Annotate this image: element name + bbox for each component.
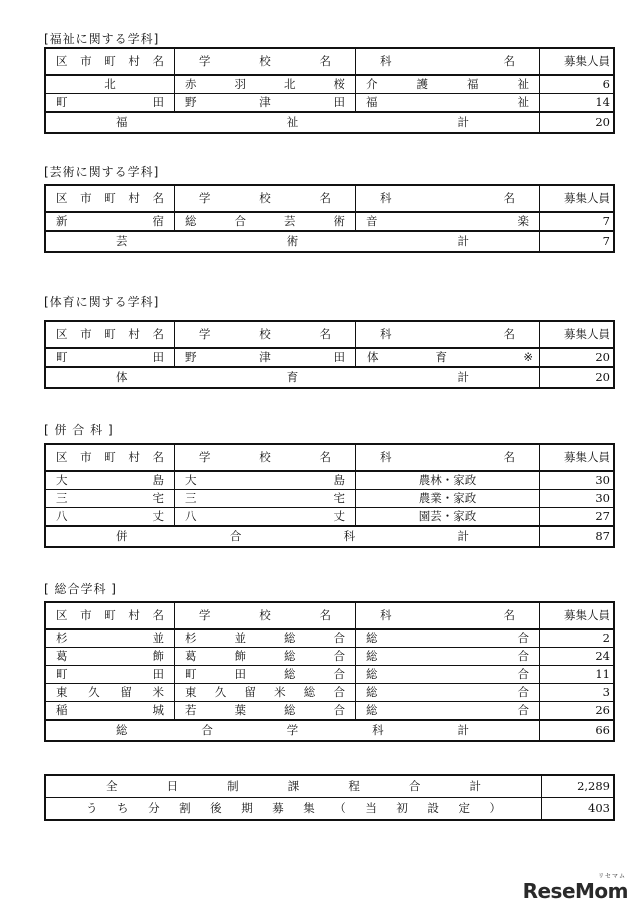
summary-value: 403	[542, 798, 615, 821]
cell-subject: 農林・家政	[356, 471, 540, 490]
header-school: 学校名	[175, 48, 356, 75]
total-label: 体育計	[45, 367, 540, 388]
header-district: 区市町村名	[45, 602, 175, 629]
total-row	[45, 526, 614, 547]
cell-district: 町田	[45, 348, 175, 367]
cell-school: 八丈	[175, 508, 356, 527]
total-value: 87	[540, 526, 615, 547]
arts-table	[44, 184, 615, 253]
cell-quota: 30	[540, 471, 615, 490]
total-label: 併合科計	[45, 526, 540, 547]
summary-row	[45, 798, 614, 821]
cell-school: 大島	[175, 471, 356, 490]
header-quota: 募集人員	[540, 444, 615, 471]
summary-label: 全日制課程合計	[45, 775, 542, 798]
cell-subject: 音楽	[356, 212, 540, 231]
cell-district: 稲城	[45, 702, 175, 721]
table-row	[45, 348, 614, 367]
cell-quota: 6	[540, 75, 615, 94]
header-quota: 募集人員	[540, 48, 615, 75]
cell-school: 三宅	[175, 490, 356, 508]
cell-school: 総合芸術	[175, 212, 356, 231]
header-subject: 科名	[356, 444, 540, 471]
cell-district: 杉並	[45, 629, 175, 648]
header-district: 区市町村名	[45, 185, 175, 212]
cell-quota: 20	[540, 348, 615, 367]
header-subject: 科名	[356, 321, 540, 348]
header-subject: 科名	[356, 185, 540, 212]
welfare-table	[44, 47, 615, 134]
cell-school: 若葉総合	[175, 702, 356, 721]
cell-subject: 総合	[356, 684, 540, 702]
total-row	[45, 231, 614, 252]
cell-school: 東久留米総合	[175, 684, 356, 702]
table-row	[45, 684, 614, 702]
table-row	[45, 490, 614, 508]
table-row	[45, 212, 614, 231]
cell-district: 葛飾	[45, 648, 175, 666]
header-school: 学校名	[175, 444, 356, 471]
cell-quota: 2	[540, 629, 615, 648]
cell-subject	[356, 348, 540, 367]
total-row	[45, 112, 614, 133]
cell-school: 葛飾総合	[175, 648, 356, 666]
table-header-row	[45, 444, 614, 471]
table-header-row	[45, 48, 614, 75]
cell-school: 野津田	[175, 94, 356, 113]
header-school: 学校名	[175, 602, 356, 629]
total-label: 福祉計	[45, 112, 540, 133]
cell-school: 赤羽北桜	[175, 75, 356, 94]
note-mark: ※	[523, 350, 533, 364]
total-value: 20	[540, 367, 615, 388]
section-heading: [ 総合学科 ]	[44, 582, 117, 596]
subject-text: 体育	[367, 350, 447, 364]
cell-quota: 7	[540, 212, 615, 231]
cell-subject: 総合	[356, 629, 540, 648]
section-heading: [体育に関する学科]	[44, 295, 160, 309]
total-row	[45, 720, 614, 741]
cell-quota: 14	[540, 94, 615, 113]
summary-label: うち分割後期募集（当初設定）	[45, 798, 542, 821]
header-district: 区市町村名	[45, 444, 175, 471]
total-label: 総合学科計	[45, 720, 540, 741]
cell-quota: 30	[540, 490, 615, 508]
cell-district: 八丈	[45, 508, 175, 527]
table-row	[45, 508, 614, 527]
header-district: 区市町村名	[45, 48, 175, 75]
cell-subject: 介護福祉	[356, 75, 540, 94]
cell-subject: 園芸・家政	[356, 508, 540, 527]
cell-subject: 総合	[356, 702, 540, 721]
header-subject: 科名	[356, 602, 540, 629]
section-heading: [芸術に関する学科]	[44, 165, 160, 179]
cell-district: 町田	[45, 666, 175, 684]
integrated-table	[44, 601, 615, 742]
cell-school: 町田総合	[175, 666, 356, 684]
header-school: 学校名	[175, 185, 356, 212]
total-value: 7	[540, 231, 615, 252]
total-value: 20	[540, 112, 615, 133]
table-header-row	[45, 185, 614, 212]
cell-school: 杉並総合	[175, 629, 356, 648]
header-subject: 科名	[356, 48, 540, 75]
header-district: 区市町村名	[45, 321, 175, 348]
table-header-row	[45, 321, 614, 348]
resemom-logo	[522, 873, 628, 903]
cell-subject: 総合	[356, 666, 540, 684]
total-value: 66	[540, 720, 615, 741]
cell-district: 三宅	[45, 490, 175, 508]
cell-quota: 26	[540, 702, 615, 721]
table-row	[45, 648, 614, 666]
cell-quota: 3	[540, 684, 615, 702]
cell-quota: 11	[540, 666, 615, 684]
cell-district: 大島	[45, 471, 175, 490]
cell-district: 東久留米	[45, 684, 175, 702]
total-row	[45, 367, 614, 388]
cell-district: 町田	[45, 94, 175, 113]
table-row	[45, 629, 614, 648]
logo-sup: リセマム	[598, 873, 626, 880]
total-label: 芸術計	[45, 231, 540, 252]
section-heading: [福祉に関する学科]	[44, 32, 160, 46]
cell-quota: 27	[540, 508, 615, 527]
summary-value: 2,289	[542, 775, 615, 798]
cell-subject: 総合	[356, 648, 540, 666]
sports-table	[44, 320, 615, 389]
cell-subject: 福祉	[356, 94, 540, 113]
table-row	[45, 666, 614, 684]
summary-table	[44, 774, 615, 821]
table-row	[45, 94, 614, 113]
header-quota: 募集人員	[540, 321, 615, 348]
section-heading: [ 併 合 科 ]	[44, 423, 114, 437]
cell-school: 野津田	[175, 348, 356, 367]
header-quota: 募集人員	[540, 602, 615, 629]
table-row	[45, 471, 614, 490]
combined-table	[44, 443, 615, 548]
cell-quota: 24	[540, 648, 615, 666]
table-row	[45, 702, 614, 721]
header-school: 学校名	[175, 321, 356, 348]
table-row	[45, 75, 614, 94]
cell-subject: 農業・家政	[356, 490, 540, 508]
summary-row	[45, 775, 614, 798]
table-header-row	[45, 602, 614, 629]
header-quota: 募集人員	[540, 185, 615, 212]
cell-district: 新宿	[45, 212, 175, 231]
logo-text: ReseMom	[522, 879, 628, 903]
cell-district: 北	[45, 75, 175, 94]
